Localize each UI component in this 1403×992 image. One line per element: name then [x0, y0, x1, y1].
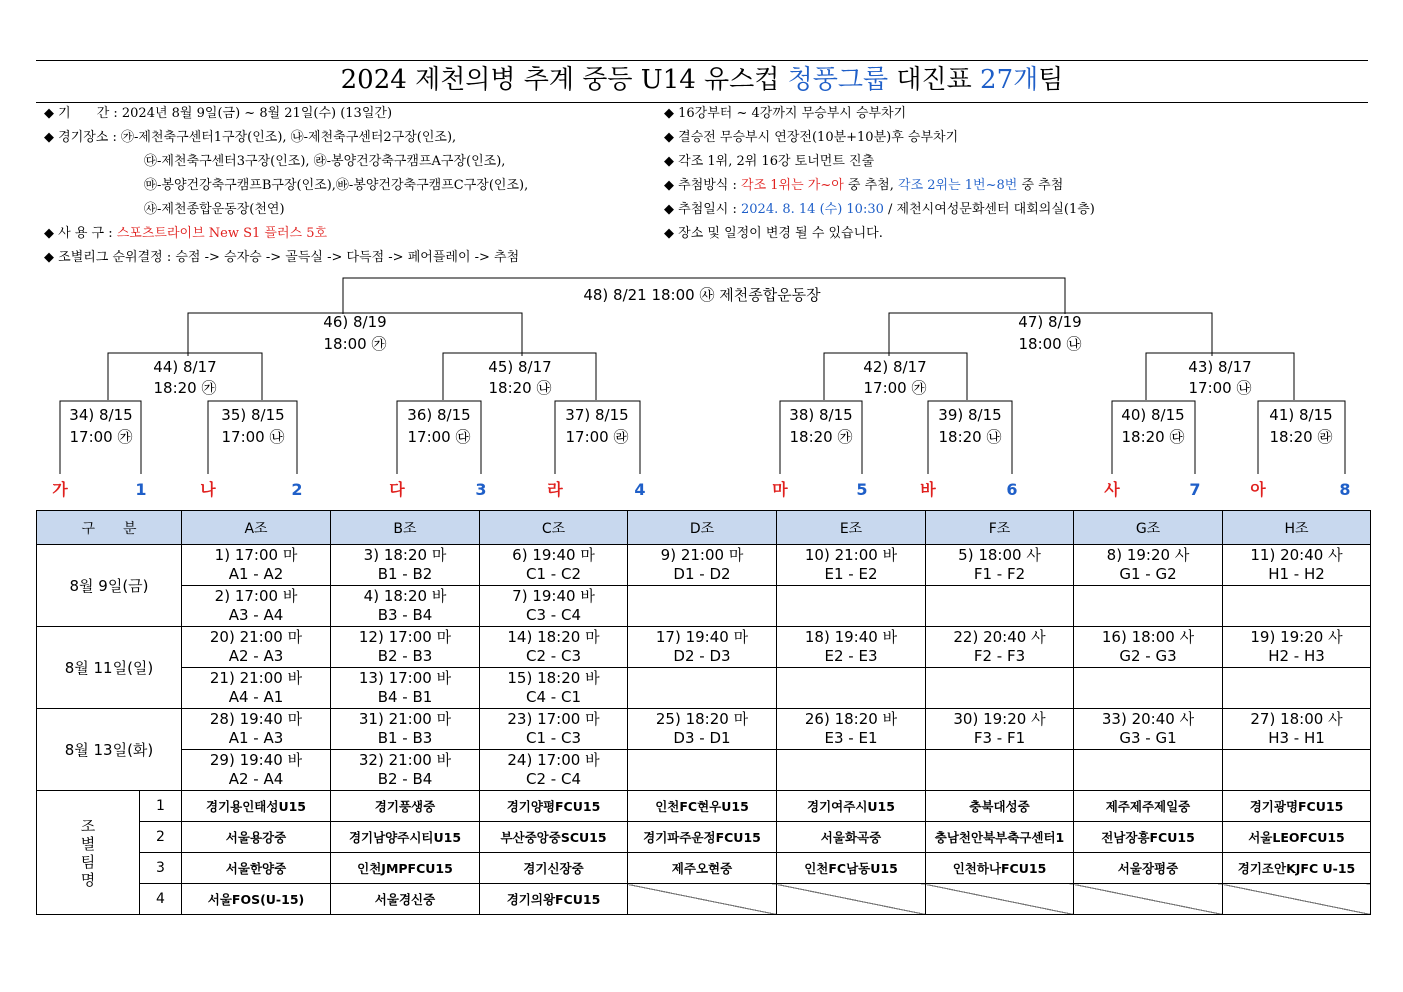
- info-ball-value: 스포츠트라이브 New S1 플러스 5호: [116, 226, 328, 241]
- match-pairing: H1 - H2: [1268, 565, 1325, 583]
- info-final-rule: ◆ 결승전 무승부시 연장전(10분+10분)후 승부차기: [664, 130, 959, 145]
- match-cell: [331, 668, 480, 709]
- match-pairing: B2 - B4: [377, 770, 433, 788]
- team-name: 경기풍생중: [331, 791, 480, 822]
- team-list-label: [37, 791, 140, 915]
- match-cell: [480, 586, 628, 627]
- match-cell: [926, 586, 1074, 627]
- team-seed-number: 3: [140, 853, 182, 884]
- schedule-row: [37, 709, 1371, 750]
- match-pairing: C4 - C1: [526, 688, 581, 706]
- r16-5-line1: 38) 8/15: [789, 406, 853, 424]
- match-time: 18) 19:40 바: [804, 628, 898, 646]
- bracket-slot-13: 사: [1104, 480, 1120, 499]
- match-time: 24) 17:00 바: [507, 751, 600, 769]
- match-cell: [480, 668, 628, 709]
- bracket-slot-2: 1: [135, 480, 147, 499]
- match-pairing: G3 - G1: [1119, 729, 1177, 747]
- match-cell: [182, 750, 331, 791]
- schedule-row: [37, 750, 1371, 791]
- team-name: 충북대성중: [926, 791, 1074, 822]
- match-cell: [926, 668, 1074, 709]
- semi-1-line1: 46) 8/19: [323, 313, 387, 331]
- team-name: 인천FC남동U15: [777, 853, 926, 884]
- match-pairing: F2 - F3: [973, 647, 1026, 665]
- team-row: [37, 822, 1371, 853]
- match-cell: [182, 668, 331, 709]
- final-match-label: 48) 8/21 18:00 ㉴ 제천종합운동장: [583, 286, 821, 304]
- quarter-4-line1: 43) 8/17: [1188, 358, 1252, 376]
- team-name: 서울화곡중: [777, 822, 926, 853]
- match-cell: [1074, 586, 1223, 627]
- match-cell: [182, 627, 331, 668]
- team-name: 경기조안KJFC U-15: [1223, 853, 1371, 884]
- match-cell: [1223, 668, 1371, 709]
- match-cell: [331, 709, 480, 750]
- bracket-slot-1: 가: [52, 480, 68, 499]
- match-pairing: A1 - A2: [228, 565, 284, 583]
- r16-8-line1: 41) 8/15: [1269, 406, 1333, 424]
- page-title: [36, 62, 1368, 98]
- team-cell-empty: [628, 884, 777, 915]
- match-time: 25) 18:20 마: [655, 710, 749, 728]
- match-cell: [777, 750, 926, 791]
- team-name: 경기의왕FCU15: [480, 884, 628, 915]
- quarter-2-line2: 18:20 ㉯: [488, 379, 552, 397]
- bracket-slot-9: 마: [772, 480, 788, 499]
- draw-method-second: 각조 2위는 1번~8번: [898, 178, 1018, 193]
- semi-2-line2: 18:00 ㉯: [1018, 335, 1082, 353]
- team-name: 전남장흥FCU15: [1074, 822, 1223, 853]
- match-pairing: G2 - G3: [1119, 647, 1177, 665]
- header-group-4: D조: [628, 511, 777, 545]
- info-change-notice: ◆ 장소 및 일정이 변경 될 수 있습니다.: [664, 226, 883, 241]
- semi-1-line2: 18:00 ㉮: [323, 335, 387, 353]
- team-name: 제주오현중: [628, 853, 777, 884]
- r16-7-line1: 40) 8/15: [1121, 406, 1185, 424]
- match-time: 29) 19:40 바: [209, 751, 303, 769]
- match-time: 21) 21:00 바: [209, 669, 303, 687]
- quarter-1-line2: 18:20 ㉮: [153, 379, 217, 397]
- team-seed-number: 4: [140, 884, 182, 915]
- header-group-2: B조: [331, 511, 480, 545]
- match-cell: [628, 709, 777, 750]
- team-name: 서울FOS(U-15): [182, 884, 331, 915]
- header-group-1: A조: [182, 511, 331, 545]
- team-cell-empty: [926, 884, 1074, 915]
- team-name: 경기파주운정FCU15: [628, 822, 777, 853]
- bracket-slot-11: 바: [920, 480, 936, 499]
- info-pk-rule: ◆ 16강부터 ~ 4강까지 무승부시 승부차기: [664, 106, 907, 121]
- match-pairing: C1 - C3: [526, 729, 581, 747]
- match-cell: [1223, 586, 1371, 627]
- match-time: 23) 17:00 마: [507, 710, 600, 728]
- match-cell: [926, 627, 1074, 668]
- match-pairing: A3 - A4: [228, 606, 284, 624]
- header-group-6: F조: [926, 511, 1074, 545]
- match-pairing: E2 - E3: [824, 647, 878, 665]
- schedule-table: [36, 510, 1371, 915]
- match-cell: [331, 545, 480, 586]
- match-cell: [1074, 668, 1223, 709]
- header-category: 구 분: [37, 511, 182, 545]
- match-time: 6) 19:40 마: [512, 546, 595, 564]
- match-cell: [1074, 709, 1223, 750]
- match-time: 5) 18:00 사: [958, 546, 1041, 564]
- match-cell: [480, 709, 628, 750]
- quarter-3-line1: 42) 8/17: [863, 358, 927, 376]
- team-cell-empty: [777, 884, 926, 915]
- r16-3-line1: 36) 8/15: [407, 406, 471, 424]
- match-pairing: B2 - B3: [377, 647, 433, 665]
- match-cell: [628, 586, 777, 627]
- match-pairing: F3 - F1: [973, 729, 1026, 747]
- draw-date-value: 2024. 8. 14 (수) 10:30: [741, 202, 884, 217]
- match-cell: [628, 627, 777, 668]
- team-name: 충남천안북부축구센터1: [926, 822, 1074, 853]
- draw-date-place: / 제천시여성문화센터 대회의실(1층): [883, 202, 1095, 217]
- team-name: 경기신장중: [480, 853, 628, 884]
- match-pairing: B1 - B2: [377, 565, 433, 583]
- match-pairing: C1 - C2: [526, 565, 581, 583]
- match-time: 33) 20:40 사: [1101, 710, 1195, 728]
- match-cell: [926, 709, 1074, 750]
- team-name: 서울장평중: [1074, 853, 1223, 884]
- title-top-rule: [36, 60, 1368, 61]
- bracket-slot-8: 4: [634, 480, 646, 499]
- team-row: [37, 884, 1371, 915]
- info-ball: [44, 226, 327, 242]
- team-name: 인천FC현우U15: [628, 791, 777, 822]
- r16-4-line2: 17:00 ㉱: [565, 428, 629, 446]
- r16-6-line2: 18:20 ㉯: [938, 428, 1002, 446]
- r16-5-line2: 18:20 ㉮: [789, 428, 853, 446]
- draw-date-label: ◆ 추첨일시 :: [664, 202, 742, 217]
- match-time: 8) 19:20 사: [1106, 546, 1190, 564]
- title-text-1: 2024 제천의병 추계 중등 U14 유스컵: [340, 65, 788, 95]
- team-name: 서울용강중: [182, 822, 331, 853]
- schedule-row: [37, 586, 1371, 627]
- match-pairing: C2 - C4: [526, 770, 581, 788]
- match-cell: [777, 668, 926, 709]
- info-advance-rule: ◆ 각조 1위, 2위 16강 토너먼트 진출: [664, 154, 875, 169]
- match-time: 1) 17:00 마: [214, 546, 298, 564]
- team-cell-empty: [1223, 884, 1371, 915]
- team-name: 경기남양주시티U15: [331, 822, 480, 853]
- header-group-3: C조: [480, 511, 628, 545]
- match-cell: [926, 750, 1074, 791]
- bracket-slot-4: 2: [291, 480, 303, 499]
- tournament-bracket: [0, 270, 1403, 505]
- schedule-header-row: [37, 511, 1371, 545]
- bracket-slot-16: 8: [1339, 480, 1351, 499]
- bracket-slot-10: 5: [856, 480, 868, 499]
- schedule-row: [37, 668, 1371, 709]
- match-pairing: E1 - E2: [824, 565, 878, 583]
- team-seed-number: 2: [140, 822, 182, 853]
- info-venue-1: ◆ 경기장소 : ㉮-제천축구센터1구장(인조), ㉯-제천축구센터2구장(인조),: [44, 130, 457, 145]
- match-cell: [182, 545, 331, 586]
- title-team-count: 27개: [980, 65, 1039, 95]
- team-name: 인천하나FCU15: [926, 853, 1074, 884]
- match-cell: [628, 668, 777, 709]
- match-cell: [926, 545, 1074, 586]
- match-cell: [1223, 750, 1371, 791]
- match-pairing: D2 - D3: [673, 647, 731, 665]
- quarter-1-line1: 44) 8/17: [153, 358, 217, 376]
- r16-2-line2: 17:00 ㉯: [221, 428, 285, 446]
- match-pairing: B4 - B1: [377, 688, 433, 706]
- team-name: 경기양평FCU15: [480, 791, 628, 822]
- title-text-2: 대진표: [888, 65, 981, 95]
- title-group-name: 청풍그룹: [787, 65, 889, 95]
- match-pairing: D3 - D1: [673, 729, 731, 747]
- match-time: 16) 18:00 사: [1101, 628, 1195, 646]
- match-pairing: A2 - A3: [228, 647, 284, 665]
- info-draw-method: [664, 178, 1063, 194]
- bracket-slot-3: 나: [200, 480, 216, 499]
- match-time: 14) 18:20 마: [507, 628, 600, 646]
- match-cell: [480, 750, 628, 791]
- match-time: 30) 19:20 사: [953, 710, 1046, 728]
- semi-2-line1: 47) 8/19: [1018, 313, 1082, 331]
- match-cell: [777, 627, 926, 668]
- match-cell: [1223, 545, 1371, 586]
- team-name: 제주제주제일중: [1074, 791, 1223, 822]
- match-cell: [628, 750, 777, 791]
- match-cell: [628, 545, 777, 586]
- match-time: 3) 18:20 마: [363, 546, 447, 564]
- info-ball-label: ◆ 사 용 구 :: [44, 226, 117, 241]
- match-time: 31) 21:00 마: [358, 710, 452, 728]
- match-time: 17) 19:40 마: [655, 628, 749, 646]
- match-time: 10) 21:00 바: [804, 546, 898, 564]
- team-name: 경기광명FCU15: [1223, 791, 1371, 822]
- bracket-slot-14: 7: [1189, 480, 1201, 499]
- match-pairing: E3 - E1: [824, 729, 878, 747]
- match-cell: [1074, 545, 1223, 586]
- r16-3-line2: 17:00 ㉰: [407, 428, 471, 446]
- team-row: [37, 853, 1371, 884]
- match-pairing: D1 - D2: [673, 565, 731, 583]
- team-name: 부산중앙중SCU15: [480, 822, 628, 853]
- match-pairing: C3 - C4: [526, 606, 581, 624]
- match-pairing: F1 - F2: [973, 565, 1026, 583]
- match-cell: [1074, 627, 1223, 668]
- team-name: 서울한양중: [182, 853, 331, 884]
- team-name: 인천JMPFCU15: [331, 853, 480, 884]
- match-cell: [331, 586, 480, 627]
- r16-2-line1: 35) 8/15: [221, 406, 285, 424]
- match-pairing: H3 - H1: [1268, 729, 1325, 747]
- team-name: 경기용인태성U15: [182, 791, 331, 822]
- bracket-slot-5: 다: [389, 480, 405, 499]
- match-time: 4) 18:20 바: [363, 587, 447, 605]
- match-cell: [1223, 709, 1371, 750]
- header-group-7: G조: [1074, 511, 1223, 545]
- team-list-label-text: 조별팀명: [80, 816, 96, 889]
- info-draw-date: [664, 202, 1095, 218]
- match-time: 2) 17:00 바: [214, 587, 298, 605]
- match-time: 32) 21:00 바: [358, 751, 452, 769]
- match-date: 8월 13일(화): [37, 709, 182, 791]
- match-cell: [777, 545, 926, 586]
- match-pairing: A2 - A4: [228, 770, 284, 788]
- r16-1-line1: 34) 8/15: [69, 406, 133, 424]
- match-cell: [182, 586, 331, 627]
- quarter-2-line1: 45) 8/17: [488, 358, 552, 376]
- match-time: 15) 18:20 바: [507, 669, 600, 687]
- team-name: 경기여주시U15: [777, 791, 926, 822]
- match-time: 20) 21:00 마: [209, 628, 303, 646]
- match-cell: [1074, 750, 1223, 791]
- match-time: 19) 19:20 사: [1250, 628, 1343, 646]
- draw-method-first: 각조 1위는 가~아: [741, 178, 844, 193]
- quarter-4-line2: 17:00 ㉯: [1188, 379, 1252, 397]
- schedule-row: [37, 627, 1371, 668]
- info-venue-2: ㉰-제천축구센터3구장(인조), ㉱-봉양건강축구캠프A구장(인조),: [144, 154, 506, 169]
- team-name: 서울LEOFCU15: [1223, 822, 1371, 853]
- match-time: 27) 18:00 사: [1250, 710, 1343, 728]
- match-time: 7) 19:40 바: [512, 587, 595, 605]
- schedule-row: [37, 545, 1371, 586]
- team-cell-empty: [1074, 884, 1223, 915]
- info-venue-3: ㉲-봉양건강축구캠프B구장(인조),㉳-봉양건강축구캠프C구장(인조),: [144, 178, 529, 193]
- match-time: 13) 17:00 바: [358, 669, 452, 687]
- draw-method-label: ◆ 추첨방식 :: [664, 178, 742, 193]
- match-date: 8월 9일(금): [37, 545, 182, 627]
- match-pairing: B3 - B4: [377, 606, 433, 624]
- match-time: 12) 17:00 마: [358, 628, 452, 646]
- match-cell: [1223, 627, 1371, 668]
- draw-method-mid: 중 추첨,: [843, 178, 899, 193]
- team-row: [37, 791, 1371, 822]
- r16-8-line2: 18:20 ㉱: [1269, 428, 1333, 446]
- title-bottom-rule: [36, 102, 1368, 103]
- match-cell: [331, 627, 480, 668]
- header-group-8: H조: [1223, 511, 1371, 545]
- match-cell: [331, 750, 480, 791]
- match-date: 8월 11일(일): [37, 627, 182, 709]
- bracket-slot-15: 아: [1250, 480, 1266, 499]
- match-cell: [182, 709, 331, 750]
- match-pairing: B1 - B3: [377, 729, 433, 747]
- match-cell: [480, 627, 628, 668]
- team-name: 서울경신중: [331, 884, 480, 915]
- match-pairing: H2 - H3: [1268, 647, 1325, 665]
- title-text-3: 팀: [1038, 65, 1064, 95]
- header-group-5: E조: [777, 511, 926, 545]
- bracket-slot-12: 6: [1006, 480, 1018, 499]
- match-time: 9) 21:00 마: [660, 546, 744, 564]
- bracket-slot-7: 라: [547, 480, 563, 499]
- draw-method-end: 중 추첨: [1017, 178, 1064, 193]
- r16-7-line2: 18:20 ㉰: [1121, 428, 1185, 446]
- info-venue-4: ㉴-제천종합운동장(천연): [144, 202, 285, 217]
- match-time: 26) 18:20 바: [804, 710, 898, 728]
- info-period: ◆ 기 간 : 2024년 8월 9일(금) ~ 8월 21일(수) (13일간): [44, 106, 393, 121]
- match-time: 22) 20:40 사: [953, 628, 1046, 646]
- match-cell: [480, 545, 628, 586]
- r16-4-line1: 37) 8/15: [565, 406, 629, 424]
- team-seed-number: 1: [140, 791, 182, 822]
- match-time: 28) 19:40 마: [209, 710, 303, 728]
- match-pairing: G1 - G2: [1119, 565, 1177, 583]
- r16-6-line1: 39) 8/15: [938, 406, 1002, 424]
- info-ranking: ◆ 조별리그 순위결정 : 승점 -> 승자승 -> 골득실 -> 다득점 -> 페어플레이 -> 추첨: [44, 250, 520, 265]
- match-pairing: A1 - A3: [228, 729, 284, 747]
- bracket-slot-6: 3: [475, 480, 487, 499]
- quarter-3-line2: 17:00 ㉮: [863, 379, 927, 397]
- match-time: 11) 20:40 사: [1250, 546, 1343, 564]
- match-cell: [777, 709, 926, 750]
- match-pairing: A4 - A1: [228, 688, 284, 706]
- match-pairing: C2 - C3: [526, 647, 581, 665]
- match-cell: [777, 586, 926, 627]
- r16-1-line2: 17:00 ㉮: [69, 428, 133, 446]
